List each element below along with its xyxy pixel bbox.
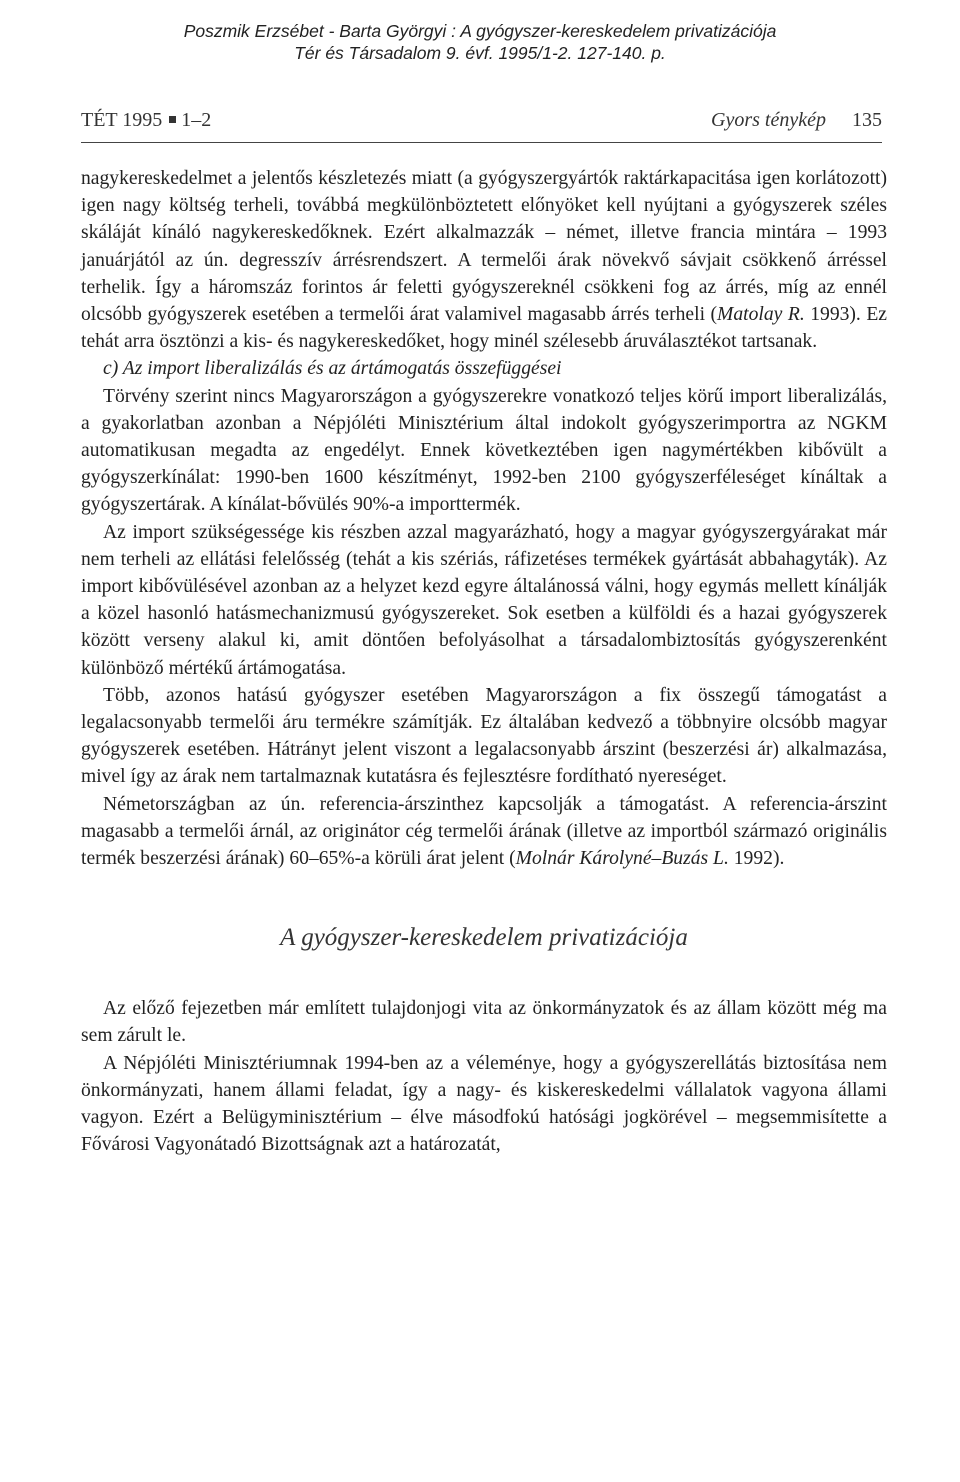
citation-header [0, 20, 960, 64]
paragraph-import-necessity: Az import szükségessége kis részben azzal magyarázható, hogy a magyar gyógyszergyárakat már nem terheli az ellátási felelősség (tehát a kis szériás, ráfizetéses termékek gyártását abbahagyták). Az import kibővülésével azonban az a helyzet kezd egyre általánossá válni, hogy egymás mellett kínálják a közel hasonló hatásmechanizmusú gyógyszereket. Sok esetben a külföldi és a hazai gyógyszerek között verseny alakul ki, amit döntően befolyásolhat a társadalombiztosítás gyógyszerenként különböző mértékű ártámogatása. [81, 521, 887, 679]
running-head-journal [81, 109, 211, 132]
section-title: A gyógyszer-kereskedelem privatizációja [280, 924, 688, 952]
citation-line-authors: Poszmik Erzsébet - Barta Györgyi : A gyógyszer-kereskedelem privatizációja [183, 21, 777, 41]
paragraph-continued: nagykereskedelmet a jelentős készletezés miatt (a gyógyszergyártók raktárkapacitása igen korlátozott) igen nagy költség terheli, továbbá megkülönböztetett előnyöket kell nyújtani a gyógyszerek széles skáláját kínáló nagykereskedőknek. Ezért alkalmazzák – német, illetve francia mintára – 1993 januárjától az ún. degresszív árrésrendszert. A termelői árak növekvő sávjait csökkenő árréssel terhelik. Így a háromszáz forintos ár feletti gyógyszereknél csökkeni fog az árrés, míg az ennél olcsóbb gyógyszerek esetében a termelői árat valamivel magasabb árrés terheli (Matolay R. 1993). Ez tehát arra ösztönzi a kis- és nagykereskedőket, hogy minél szélesebb áruválasztékot tartsanak. [81, 168, 888, 353]
journal-year: TÉT 1995 [81, 109, 163, 131]
citation-matolay: Matolay R. [717, 304, 805, 326]
citation-molnar-buzas: Molnár Károlyné–Buzás L. [515, 848, 729, 870]
article-body [81, 165, 887, 1159]
page-number: 135 [852, 109, 882, 131]
paragraph-germany-reference: Németországban az ún. referencia-árszinthez kapcsolják a támogatást. A referencia-árszint magasabb a termelői árnál, az originátor cég termelői árának (illetve az importból származó originális termék beszerzési árának) 60–65%-a körüli árat jelent (Molnár Károlyné–Buzás L. 1992). [81, 793, 887, 870]
paragraph-import-liberalization: Törvény szerint nincs Magyarországon a gyógyszerekre vonatkozó teljes körű import liberalizálás, a gyakorlatban azonban a Népjóléti Minisztérium által indokolt gyógyszerimportra az NGKM automatikusan megadta az engedélyt. Ennek következtében igen nagymértékben kibővült a gyógyszerkínálat: 1990-ben 1600 készítményt, 1992-ben 2100 gyógyszerféleséget kínáltak a gyógyszertárak. A kínálat-bővülés 90%-a importtermék. [81, 385, 887, 516]
running-head [81, 109, 882, 135]
paragraph-ministry-opinion: A Népjóléti Minisztériumnak 1994-ben az a véleménye, hogy a gyógyszerellátás biztosítása nem önkormányzati, hanem állami feladat, így a nagy- és kiskereskedelmi vállalatok vagyona állami vagyon. Ezért a Belügyminisztérium – élve másodfokú hatósági jogkörével – megsemmisítette a Fővárosi Vagyonátadó Bizottságnak azt a határozatát, [81, 1052, 887, 1156]
citation-line-source: Tér és Társadalom 9. évf. 1995/1-2. 127-140. p. [294, 43, 666, 63]
paragraph-ownership-dispute: Az előző fejezetben már említett tulajdonjogi vita az önkormányzatok és az állam között még ma sem zárult le. [81, 998, 887, 1047]
section-name: Gyors ténykép [711, 109, 826, 131]
square-bullet-icon [169, 116, 176, 123]
journal-issue: 1–2 [181, 109, 212, 131]
running-head-section [711, 109, 882, 132]
header-rule [81, 142, 882, 143]
subsection-heading: c) Az import liberalizálás és az ártámogatás összefüggései [103, 358, 562, 380]
paragraph-fixed-subsidy: Több, azonos hatású gyógyszer esetében Magyarországon a fix összegű támogatást a legalacsonyabb termelői áru termékre számítják. Ez általában kedvező a többnyire olcsóbb magyar gyógyszerek esetében. Hátrányt jelent viszont a legalacsonyabb árszint (beszerzési ár) alkalmazása, mivel így az árak nem tartalmaznak kutatásra és fejlesztésre fordítható nyereséget. [81, 684, 887, 788]
